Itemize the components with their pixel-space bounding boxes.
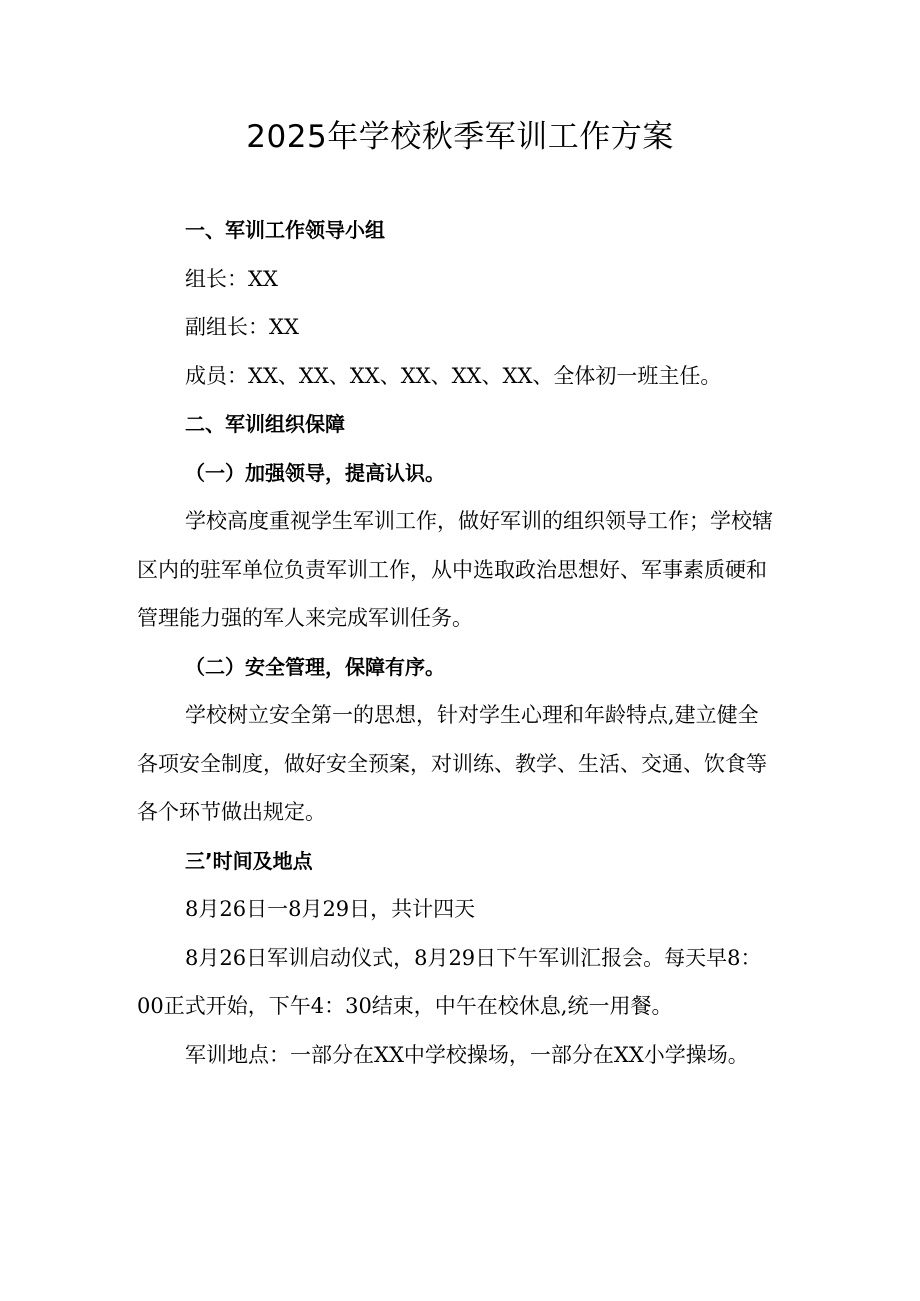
members-line: 成员：XX、XX、XX、XX、XX、XX、全体初一班主任。	[185, 363, 722, 388]
paragraph-line: 学校树立安全第一的思想，针对学生心理和年龄特点,建立健全	[185, 703, 759, 727]
paragraph-line: 学校高度重视学生军训工作，做好军训的组织领导工作；学校辖	[185, 509, 773, 533]
schedule-line: 00正式开始，下午4：30结束，中午在校休息,统一用餐。	[137, 994, 673, 1018]
paragraph-line: 管理能力强的军人来完成军训任务。	[137, 606, 473, 630]
document-body	[137, 206, 789, 1079]
section-heading-leadership: 一、军训工作领导小组	[185, 218, 385, 242]
section-heading-time-location: 三’时间及地点	[185, 848, 313, 873]
paragraph-line: 各项安全制度，做好安全预案，对训练、教学、生活、交通、饮食等	[137, 751, 767, 776]
paragraph-line: 各个环节做出规定。	[137, 800, 326, 824]
dates-line: 8月26日一8月29日，共计四天	[185, 897, 476, 921]
leader-line: 组长：XX	[185, 266, 278, 291]
section-heading-organization: 二、军训组织保障	[185, 412, 345, 436]
subsection-heading-safety: （二）安全管理，保障有序。	[185, 654, 445, 679]
deputy-leader-line: 副组长：XX	[185, 315, 299, 339]
location-line: 军训地点：一部分在XX中学校操场，一部分在XX小学操场。	[185, 1042, 749, 1067]
document-title: 2025年学校秋季军训工作方案	[246, 119, 674, 155]
schedule-line: 8月26日军训启动仪式，8月29日下午军训汇报会。每天早8：	[185, 945, 762, 970]
subsection-heading-leadership: （一）加强领导，提高认识。	[185, 460, 445, 485]
paragraph-line: 区内的驻军单位负责军训工作，从中选取政治思想好、军事素质硬和	[137, 557, 767, 582]
